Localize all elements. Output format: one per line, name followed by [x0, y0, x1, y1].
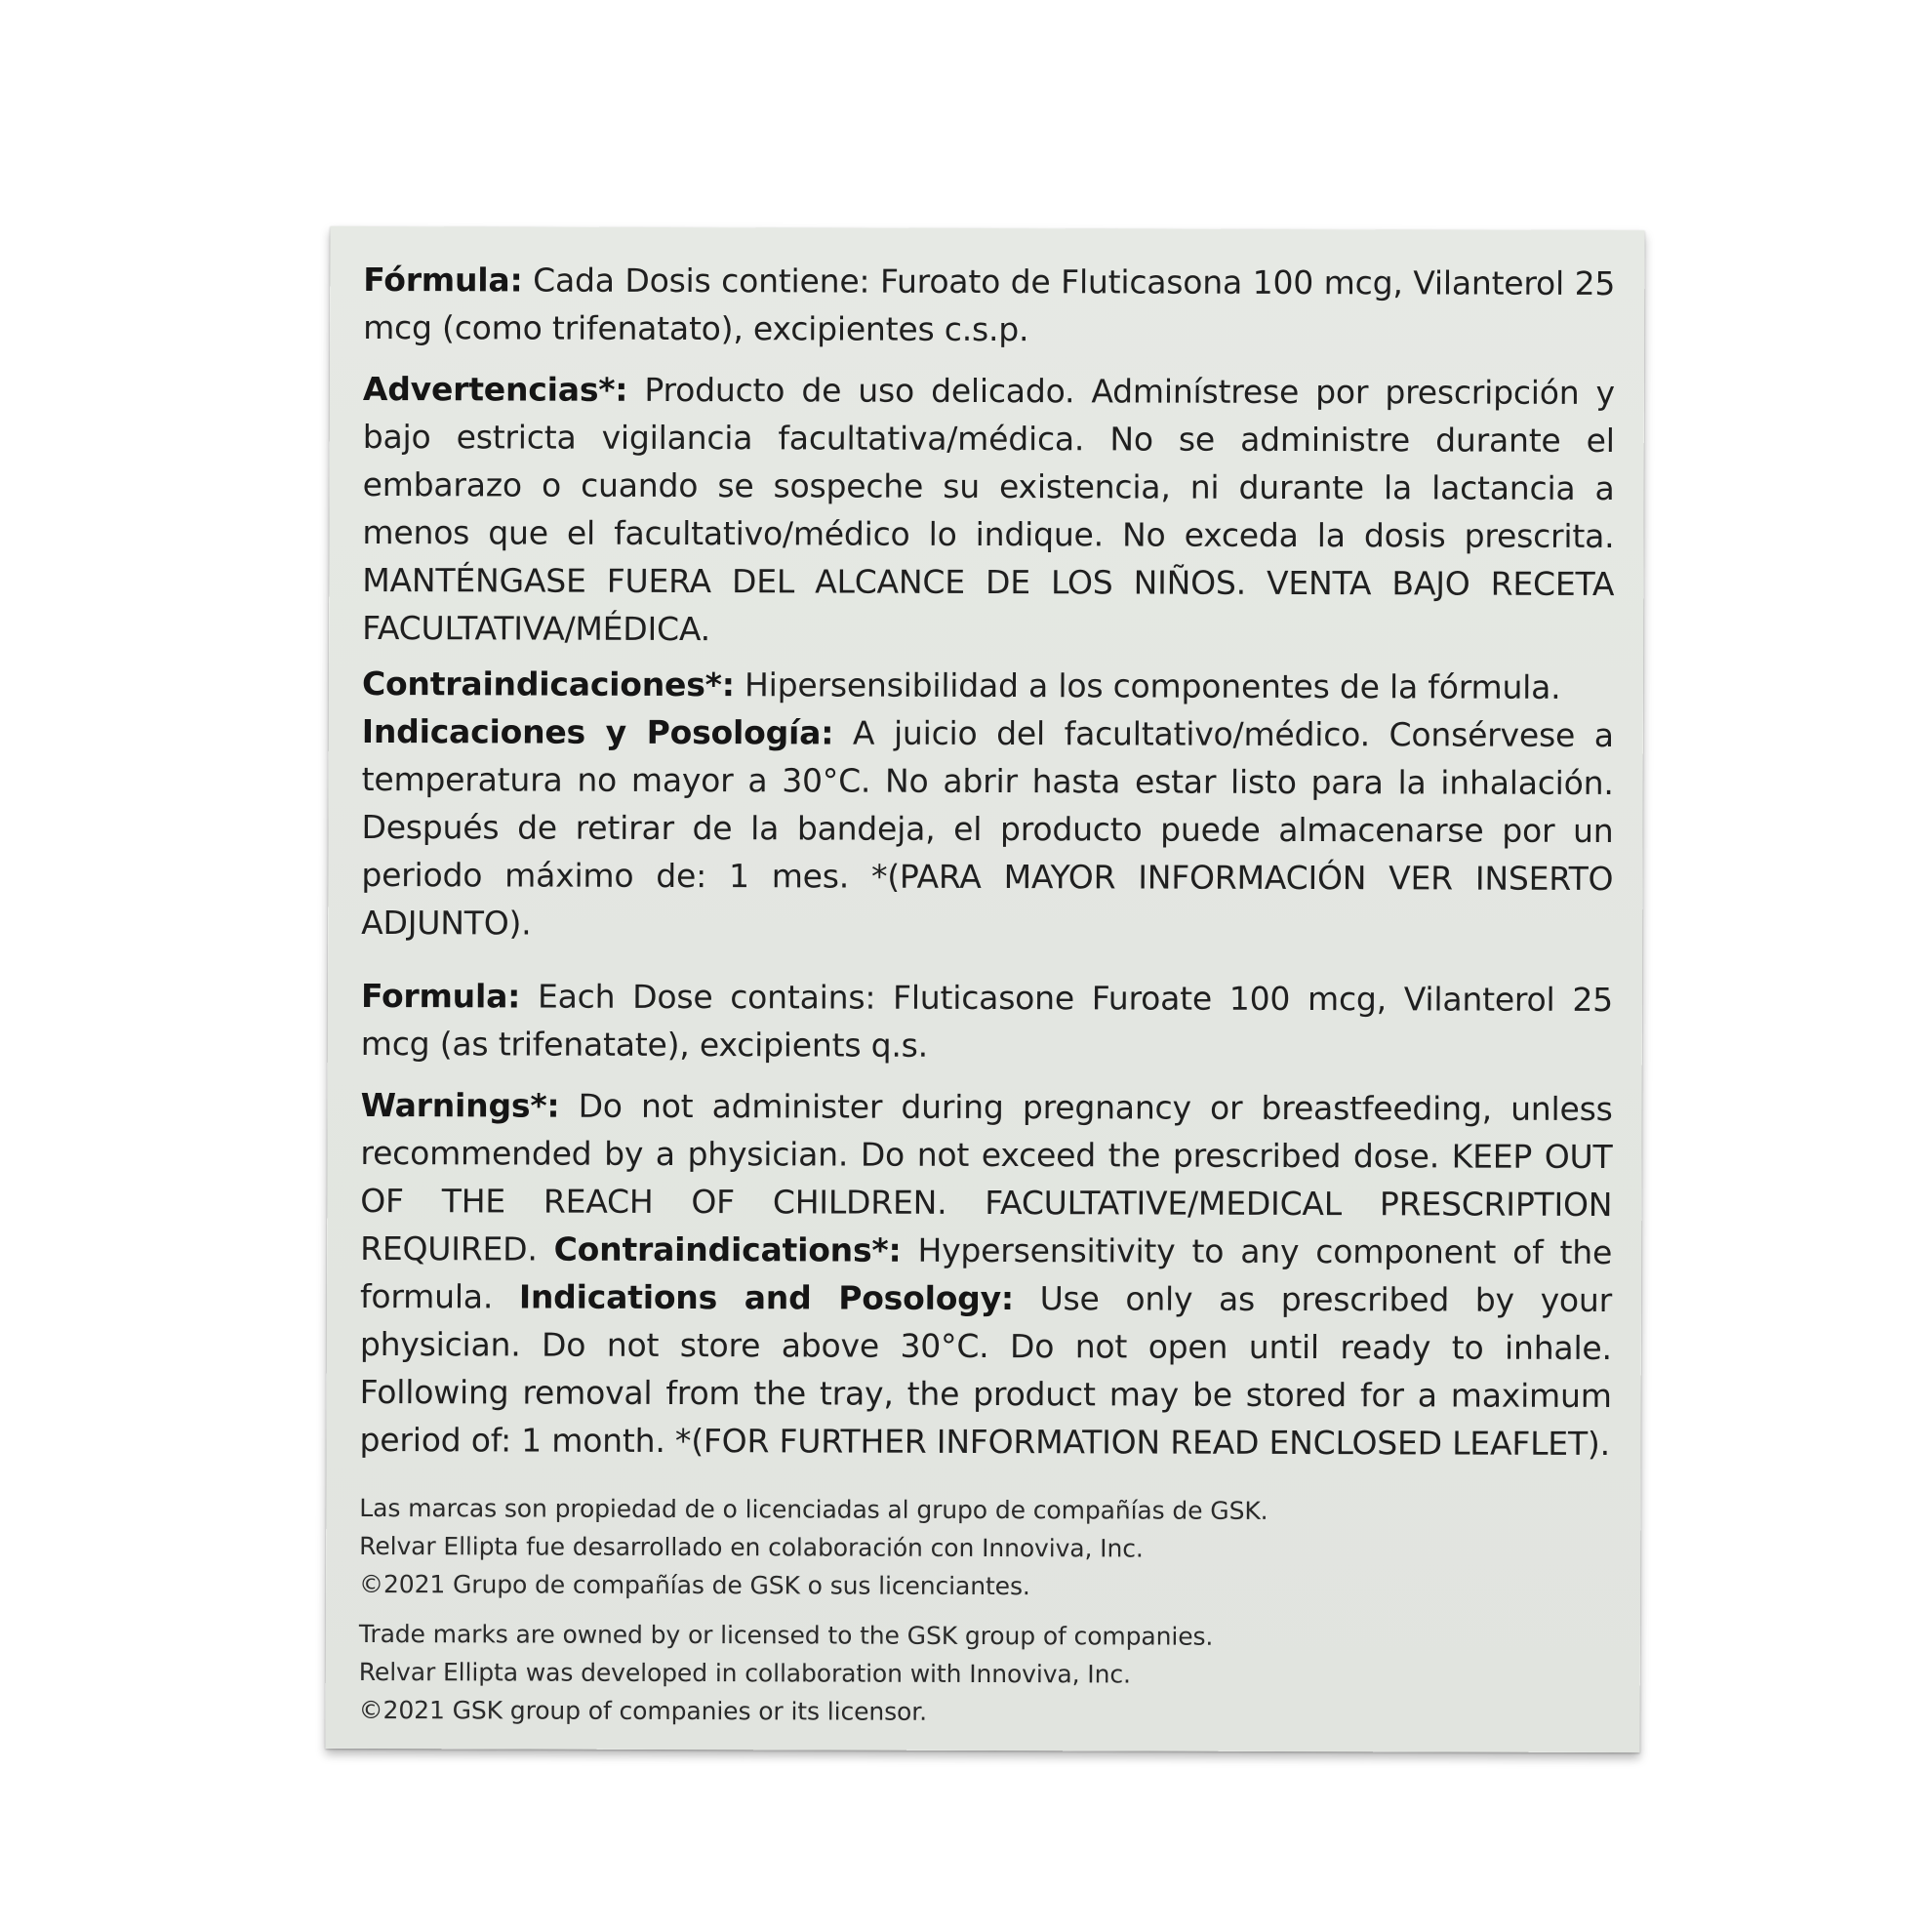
formula-es-text: Cada Dosis contiene: Furoato de Fluticasona 100 mcg, Vilanterol 25 mcg (como trifenatato), excipientes c.s.p.	[363, 261, 1616, 349]
advertencias-es-text: Producto de uso delicado. Adminístrese por prescripción y bajo estricta vigilancia facultativa/médica. No se administre durante el embarazo o cuando se sospeche su existencia, ni durante la lactancia a menos que el facultativo/médico lo indique. No exceda la dosis prescrita. MANTÉNGASE FUERA DEL ALCANCE DE LOS NIÑOS. VENTA BAJO RECETA FACULTATIVA/MÉDICA.	[362, 370, 1615, 649]
formula-en-text: Each Dose contains: Fluticasone Furoate 100 mcg, Vilanterol 25 mcg (as trifenatate), excipients q.s.	[360, 977, 1614, 1065]
contraindicaciones-es-label: Contraindicaciones*:	[361, 664, 735, 704]
advertencias-es	[362, 365, 1615, 656]
indicaciones-es-text: A juicio del facultativo/médico. Consérvese a temperatura no mayor a 30°C. No abrir hasta estar listo para la inhalación. Después de retirar de la bandeja, el producto puede almacenarse por un periodo máximo de: 1 mes. *(PARA MAYOR INFORMACIÓN VER INSERTO ADJUNTO).	[361, 713, 1614, 943]
warnings-en-text: Do not administer during pregnancy or breastfeeding, unless recommended by a physician. Do not exceed the prescribed dose. KEEP OUT OF THE REACH OF CHILDREN. FACULTATIVE/MEDICAL PRESCRIPTION REQUIRED.	[360, 1086, 1613, 1268]
trademark-es-line: Las marcas son propiedad de o licenciadas al grupo de compañías de GSK.	[359, 1493, 1268, 1525]
trademark-es-line: ©2021 Grupo de compañías de GSK o sus licenciantes.	[359, 1569, 1030, 1601]
formula-es-label: Fórmula:	[363, 260, 523, 300]
trademark-en-block	[359, 1615, 1611, 1733]
indicaciones-es	[361, 707, 1614, 950]
contraindications-en-text: Hypersensitivity to any component of the formula.	[359, 1230, 1613, 1316]
package-label-panel	[326, 226, 1645, 1752]
formula-en-label: Formula:	[360, 976, 521, 1016]
contraindicaciones-es	[362, 660, 1614, 711]
indications-en-text: Use only as prescribed by your physician. Do not store above 30°C. Do not open until ready to inhale. Following removal from the tray, the product may be stored for a maximum period of: 1 month. *(FOR FURTHER INFORMATION READ ENCLOSED LEAFLET).	[359, 1279, 1613, 1464]
indications-en-label: Indications and Posology:	[518, 1277, 1015, 1318]
formula-en	[361, 972, 1613, 1071]
trademark-es-block	[359, 1489, 1611, 1607]
contraindications-en-label: Contraindications*:	[553, 1229, 902, 1269]
label-text-area	[359, 256, 1616, 1733]
trademark-en-line: Trade marks are owned by or licensed to the GSK group of companies.	[358, 1619, 1214, 1651]
trademark-en-line: ©2021 GSK group of companies or its licensor.	[358, 1695, 928, 1726]
contraindicaciones-es-text: Hipersensibilidad a los componentes de la fórmula.	[734, 665, 1561, 706]
trademark-es-line: Relvar Ellipta fue desarrollado en colaboración con Innoviva, Inc.	[359, 1531, 1144, 1563]
warnings-en	[359, 1081, 1612, 1468]
warnings-en-label: Warnings*:	[360, 1085, 560, 1125]
formula-es	[363, 256, 1615, 355]
indicaciones-es-label: Indicaciones y Posología:	[361, 711, 834, 752]
trademark-en-line: Relvar Ellipta was developed in collaboration with Innoviva, Inc.	[358, 1657, 1131, 1689]
advertencias-es-label: Advertencias*:	[362, 369, 628, 409]
